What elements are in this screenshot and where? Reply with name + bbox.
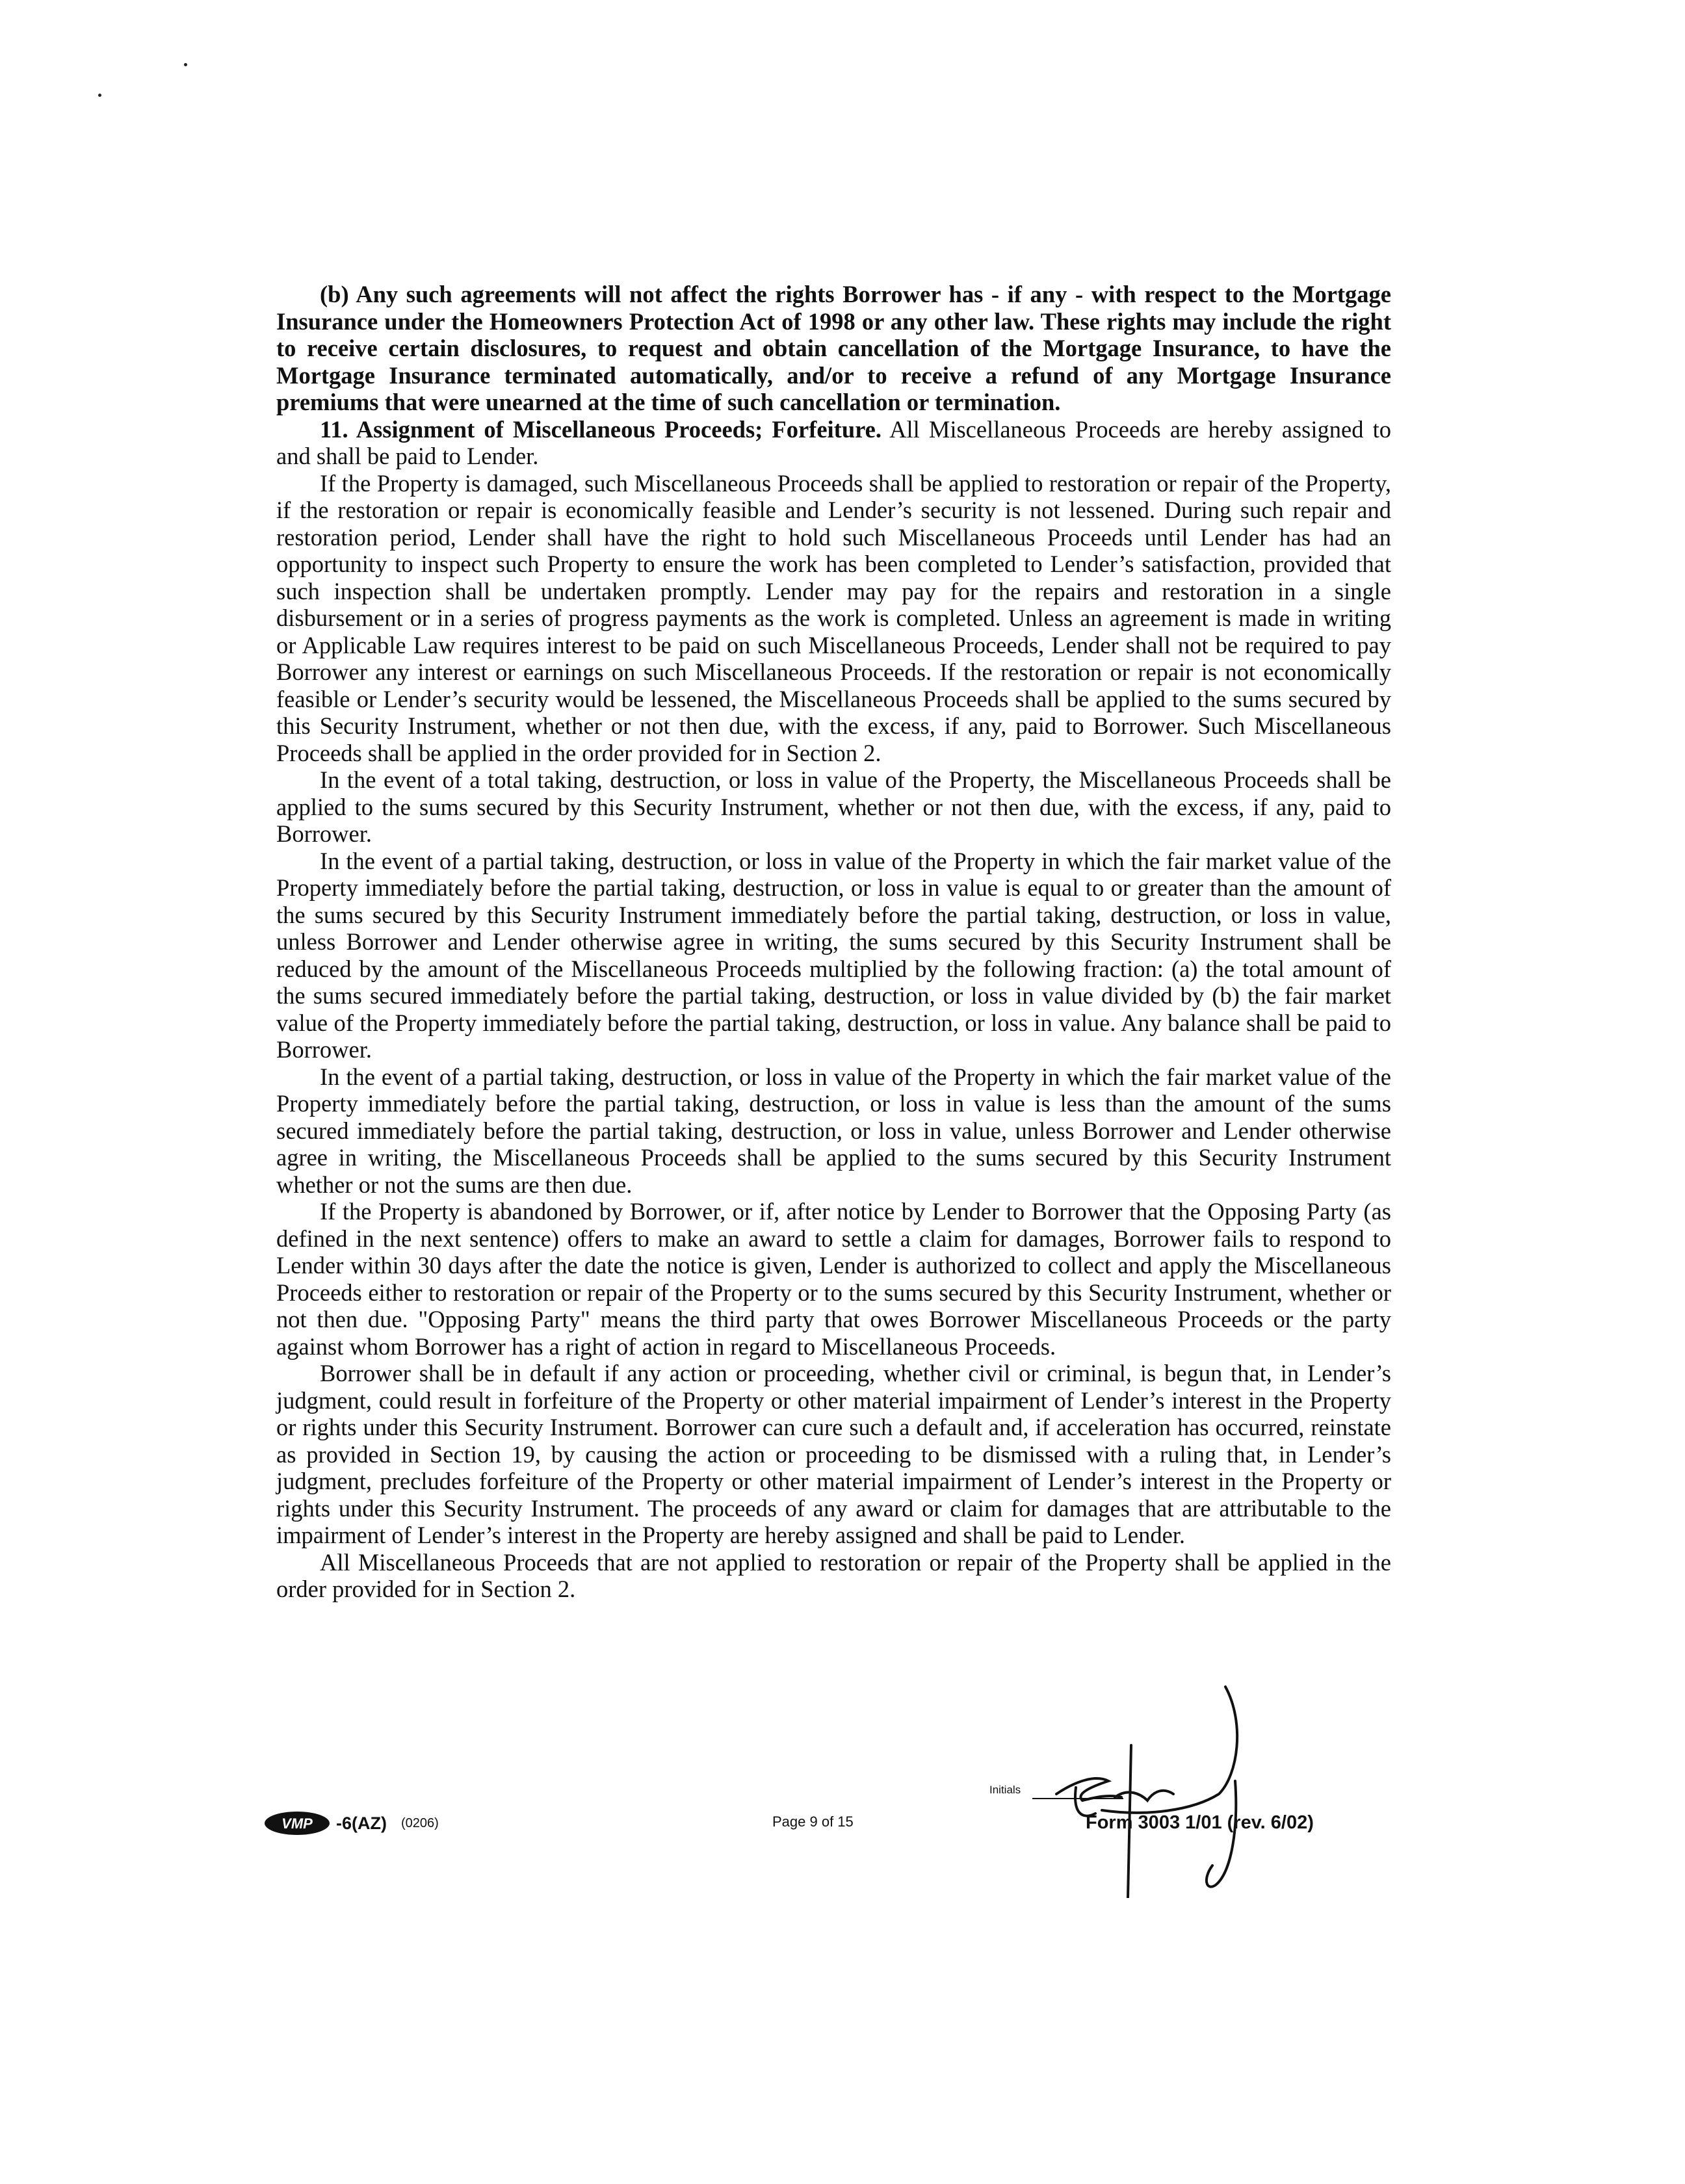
form-code-date: (0206): [400, 1815, 439, 1830]
paragraph-damaged-property: If the Property is damaged, such Miscellaneous Proceeds shall be applied to restoration or repair of the Property, if the restoration or repair is economically feasible and Lender’s security is not lessened. During such repair and restoration period, Lender shall have the right to hold such Miscellaneous Proceeds until Lender has had an opportunity to inspect such Property to ensure the work has been completed to Lender’s satisfaction, provided that such inspection shall be undertaken promptly. Lender may pay for the repairs and restoration in a single disbursement or in a series of progress payments as the work is completed. Unless an agreement is made in writing or Applicable Law requires interest to be paid on such Miscellaneous Proceeds, Lender shall not be required to pay Borrower any interest or earnings on such Miscellaneous Proceeds. If the restoration or repair is not economically feasible or Lender’s security would be lessened, the Miscellaneous Proceeds shall be applied to the sums secured by this Security Instrument, whether or not then due, with the excess, if any, paid to Borrower. Such Miscellaneous Proceeds shall be applied in the order provided for in Section 2.: [276, 469, 1391, 766]
paragraph-partial-taking-equal: In the event of a partial taking, destruction, or loss in value of the Property in which the fair market value of the Property immediately before the partial taking, destruction, or loss in value is equal to or greater than the amount of the sums secured by this Security Instrument immediately before the partial taking, destruction, or loss in value, unless Borrower and Lender otherwise agree in writing, the sums secured by this Security Instrument shall be reduced by the amount of the Miscellaneous Proceeds multiplied by the following fraction: (a) the total amount of the sums secured immediately before the partial taking, destruction, or loss in value divided by (b) the fair market value of the Property immediately before the partial taking, destruction, or loss in value. Any balance shall be paid to Borrower.: [276, 847, 1391, 1063]
paragraph-abandoned-property: If the Property is abandoned by Borrower, or if, after notice by Lender to Borrower that the Opposing Party (as defined in the next sentence) offers to make an award to settle a claim for damages, Borrower fails to respond to Lender within 30 days after the date the notice is given, Lender is authorized to collect and apply the Miscellaneous Proceeds either to restoration or repair of the Property or to the sums secured by this Security Instrument, whether or not then due. "Opposing Party" means the third party that owes Borrower Miscellaneous Proceeds or the party against whom Borrower has a right of action in regard to Miscellaneous Proceeds.: [276, 1198, 1391, 1360]
section-11-paragraph: [276, 416, 1391, 470]
paragraph-unapplied-proceeds: All Miscellaneous Proceeds that are not applied to restoration or repair of the Property shall be applied in the order provided for in Section 2.: [276, 1548, 1391, 1602]
svg-text:VMP: VMP: [281, 1815, 313, 1832]
scan-speck: [184, 63, 187, 66]
paragraph-partial-taking-less: In the event of a partial taking, destruction, or loss in value of the Property in which the fair market value of the Property immediately before the partial taking, destruction, or loss in value is less than the amount of the sums secured immediately before the partial taking, destruction, or loss in value, unless Borrower and Lender otherwise agree in writing, the Miscellaneous Proceeds shall be applied to the sums secured by this Security Instrument whether or not the sums are then due.: [276, 1063, 1391, 1198]
form-id: Form 3003 1/01 (rev. 6/02): [1086, 1812, 1314, 1833]
form-code-block: [263, 1810, 439, 1836]
form-code: -6(AZ): [336, 1813, 387, 1833]
paragraph-default: Borrower shall be in default if any action or proceeding, whether civil or criminal, is begun that, in Lender’s judgment, could result in forfeiture of the Property or other material impairment of Lender’s interest in the Property or rights under this Security Instrument. Borrower can cure such a default and, if acceleration has occurred, reinstate as provided in Section 19, by causing the action or proceeding to be dismissed with a ruling that, in Lender’s judgment, precludes forfeiture of the Property or other material impairment of Lender’s interest in the Property or rights under this Security Instrument. The proceeds of any award or claim for damages that are attributable to the impairment of Lender’s interest in the Property are hereby assigned and shall be paid to Lender.: [276, 1360, 1391, 1548]
paragraph-b: (b) Any such agreements will not affect the rights Borrower has - if any - with respect to the Mortgage Insurance under the Homeowners Protection Act of 1998 or any other law. These rights may include the right to receive certain disclosures, to request and obtain cancellation of the Mortgage Insurance, to have the Mortgage Insurance terminated automatically, and/or to receive a refund of any Mortgage Insurance premiums that were unearned at the time of such cancellation or termination.: [276, 281, 1391, 415]
section-11-heading: 11. Assignment of Miscellaneous Proceeds; Forfeiture.: [320, 415, 882, 443]
section-11-text: All Miscellaneous Proceeds are hereby assigned to and shall be paid to Lender.: [276, 415, 1391, 469]
scan-speck: [98, 94, 101, 97]
initials-signature: [1037, 1684, 1258, 1898]
document-body: [276, 281, 1391, 1603]
initials-label: Initials: [989, 1784, 1021, 1796]
vmp-logo: [263, 1810, 331, 1836]
paragraph-total-taking: In the event of a total taking, destruction, or loss in value of the Property, the Miscellaneous Proceeds shall be applied to the sums secured by this Security Instrument, whether or not then due, with the excess, if any, paid to Borrower.: [276, 766, 1391, 847]
page-number: Page 9 of 15: [772, 1814, 854, 1830]
